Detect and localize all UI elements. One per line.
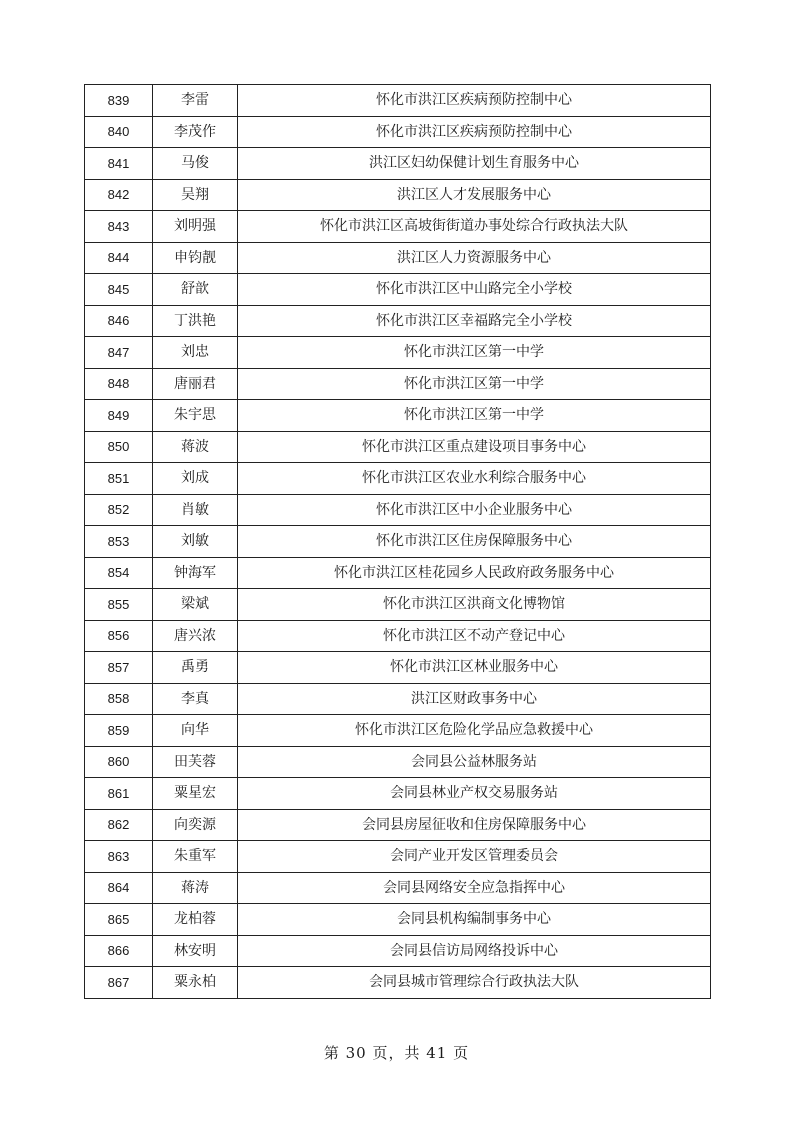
row-number-cell: 846 <box>85 305 153 337</box>
row-name-cell: 刘成 <box>153 463 238 495</box>
row-number-cell: 852 <box>85 494 153 526</box>
row-name-cell: 刘明强 <box>153 211 238 243</box>
row-unit-cell: 怀化市洪江区中山路完全小学校 <box>238 274 711 306</box>
row-name-cell: 舒歆 <box>153 274 238 306</box>
row-unit-cell: 怀化市洪江区高坡街街道办事处综合行政执法大队 <box>238 211 711 243</box>
row-unit-cell: 会同县城市管理综合行政执法大队 <box>238 967 711 999</box>
row-number-cell: 864 <box>85 872 153 904</box>
row-name-cell: 朱宇思 <box>153 400 238 432</box>
row-name-cell: 钟海军 <box>153 557 238 589</box>
row-number-cell: 858 <box>85 683 153 715</box>
table-row <box>85 242 711 274</box>
row-unit-cell: 会同产业开发区管理委员会 <box>238 841 711 873</box>
table-row <box>85 620 711 652</box>
row-name-cell: 梁斌 <box>153 589 238 621</box>
table-row <box>85 274 711 306</box>
row-name-cell: 肖敏 <box>153 494 238 526</box>
row-number-cell: 854 <box>85 557 153 589</box>
row-number-cell: 840 <box>85 116 153 148</box>
row-unit-cell: 怀化市洪江区危险化学品应急救援中心 <box>238 715 711 747</box>
row-name-cell: 蒋波 <box>153 431 238 463</box>
table-row <box>85 494 711 526</box>
table-row <box>85 337 711 369</box>
row-name-cell: 李茂作 <box>153 116 238 148</box>
row-name-cell: 蒋涛 <box>153 872 238 904</box>
row-unit-cell: 会同县信访局网络投诉中心 <box>238 935 711 967</box>
row-number-cell: 841 <box>85 148 153 180</box>
table-row <box>85 305 711 337</box>
row-unit-cell: 怀化市洪江区不动产登记中心 <box>238 620 711 652</box>
table-row <box>85 368 711 400</box>
row-name-cell: 向奕源 <box>153 809 238 841</box>
row-name-cell: 粟星宏 <box>153 778 238 810</box>
row-number-cell: 842 <box>85 179 153 211</box>
row-unit-cell: 洪江区妇幼保健计划生育服务中心 <box>238 148 711 180</box>
row-unit-cell: 会同县林业产权交易服务站 <box>238 778 711 810</box>
row-name-cell: 刘忠 <box>153 337 238 369</box>
row-unit-cell: 怀化市洪江区疾病预防控制中心 <box>238 116 711 148</box>
table-row <box>85 589 711 621</box>
row-unit-cell: 洪江区人力资源服务中心 <box>238 242 711 274</box>
table-body <box>85 85 711 999</box>
row-number-cell: 865 <box>85 904 153 936</box>
row-name-cell: 田芙蓉 <box>153 746 238 778</box>
row-number-cell: 850 <box>85 431 153 463</box>
row-unit-cell: 洪江区财政事务中心 <box>238 683 711 715</box>
table-row <box>85 85 711 117</box>
row-number-cell: 860 <box>85 746 153 778</box>
row-name-cell: 申钧靓 <box>153 242 238 274</box>
page-footer: 第 30 页，共 41 页 <box>323 1044 470 1062</box>
row-name-cell: 刘敏 <box>153 526 238 558</box>
row-unit-cell: 怀化市洪江区第一中学 <box>238 400 711 432</box>
row-number-cell: 845 <box>85 274 153 306</box>
row-unit-cell: 洪江区人才发展服务中心 <box>238 179 711 211</box>
row-number-cell: 857 <box>85 652 153 684</box>
row-unit-cell: 怀化市洪江区幸福路完全小学校 <box>238 305 711 337</box>
row-number-cell: 848 <box>85 368 153 400</box>
row-name-cell: 向华 <box>153 715 238 747</box>
table-row <box>85 557 711 589</box>
table-row <box>85 400 711 432</box>
row-number-cell: 853 <box>85 526 153 558</box>
row-number-cell: 851 <box>85 463 153 495</box>
table-row <box>85 967 711 999</box>
row-name-cell: 李真 <box>153 683 238 715</box>
table-row <box>85 841 711 873</box>
row-number-cell: 861 <box>85 778 153 810</box>
table-row <box>85 778 711 810</box>
row-name-cell: 粟永柏 <box>153 967 238 999</box>
table-row <box>85 683 711 715</box>
row-number-cell: 847 <box>85 337 153 369</box>
row-unit-cell: 怀化市洪江区桂花园乡人民政府政务服务中心 <box>238 557 711 589</box>
table-row <box>85 904 711 936</box>
row-unit-cell: 怀化市洪江区农业水利综合服务中心 <box>238 463 711 495</box>
table-row <box>85 431 711 463</box>
table-row <box>85 872 711 904</box>
row-name-cell: 丁洪艳 <box>153 305 238 337</box>
table-row <box>85 935 711 967</box>
row-name-cell: 林安明 <box>153 935 238 967</box>
personnel-table <box>84 84 711 999</box>
table-row <box>85 652 711 684</box>
row-unit-cell: 会同县公益林服务站 <box>238 746 711 778</box>
row-number-cell: 856 <box>85 620 153 652</box>
row-number-cell: 862 <box>85 809 153 841</box>
row-unit-cell: 怀化市洪江区第一中学 <box>238 368 711 400</box>
row-number-cell: 849 <box>85 400 153 432</box>
row-name-cell: 李雷 <box>153 85 238 117</box>
table-row <box>85 148 711 180</box>
row-name-cell: 禹勇 <box>153 652 238 684</box>
row-unit-cell: 怀化市洪江区重点建设项目事务中心 <box>238 431 711 463</box>
row-unit-cell: 怀化市洪江区林业服务中心 <box>238 652 711 684</box>
row-number-cell: 859 <box>85 715 153 747</box>
row-name-cell: 马俊 <box>153 148 238 180</box>
table-row <box>85 211 711 243</box>
row-name-cell: 唐兴浓 <box>153 620 238 652</box>
row-number-cell: 855 <box>85 589 153 621</box>
row-name-cell: 龙柏蓉 <box>153 904 238 936</box>
row-number-cell: 843 <box>85 211 153 243</box>
table-row <box>85 463 711 495</box>
row-unit-cell: 会同县网络安全应急指挥中心 <box>238 872 711 904</box>
row-number-cell: 863 <box>85 841 153 873</box>
row-name-cell: 朱重军 <box>153 841 238 873</box>
table-row <box>85 746 711 778</box>
row-unit-cell: 怀化市洪江区洪商文化博物馆 <box>238 589 711 621</box>
table-row <box>85 116 711 148</box>
row-number-cell: 866 <box>85 935 153 967</box>
row-name-cell: 唐丽君 <box>153 368 238 400</box>
row-unit-cell: 怀化市洪江区疾病预防控制中心 <box>238 85 711 117</box>
table-row <box>85 179 711 211</box>
row-unit-cell: 会同县机构编制事务中心 <box>238 904 711 936</box>
row-number-cell: 867 <box>85 967 153 999</box>
row-number-cell: 839 <box>85 85 153 117</box>
row-unit-cell: 怀化市洪江区第一中学 <box>238 337 711 369</box>
row-unit-cell: 怀化市洪江区住房保障服务中心 <box>238 526 711 558</box>
row-number-cell: 844 <box>85 242 153 274</box>
table-row <box>85 715 711 747</box>
table-row <box>85 526 711 558</box>
table-row <box>85 809 711 841</box>
row-name-cell: 吴翔 <box>153 179 238 211</box>
row-unit-cell: 怀化市洪江区中小企业服务中心 <box>238 494 711 526</box>
row-unit-cell: 会同县房屋征收和住房保障服务中心 <box>238 809 711 841</box>
